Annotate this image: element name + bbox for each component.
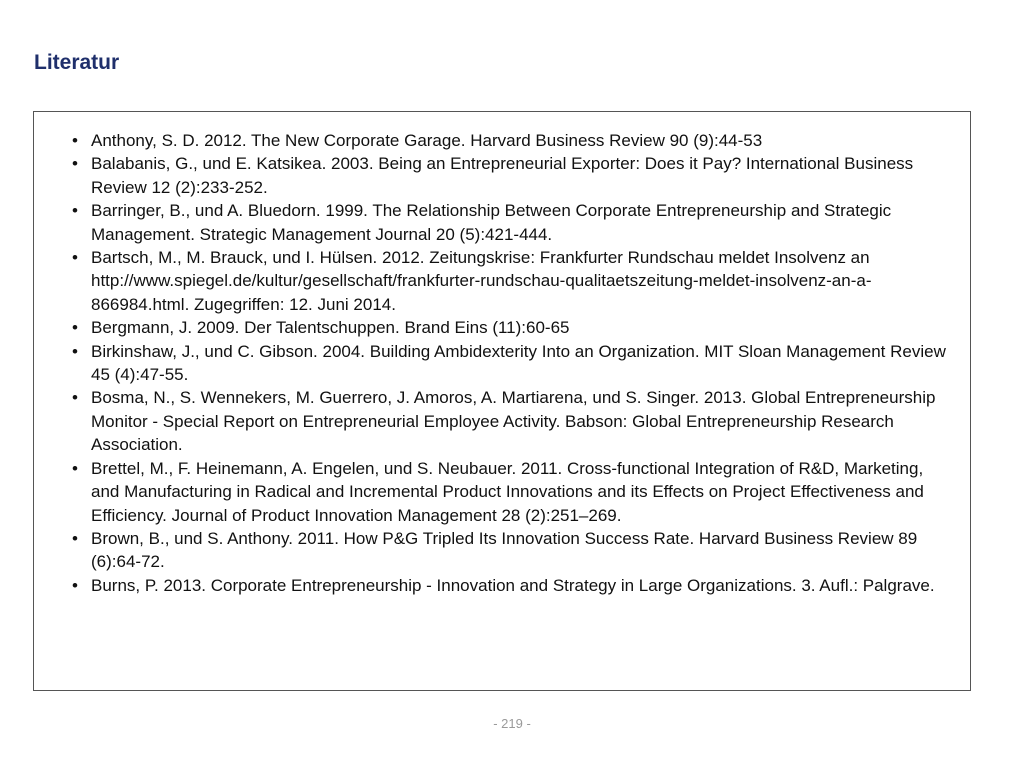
page-number: - 219 - [493,716,531,731]
reference-item [72,457,952,527]
reference-text: Barringer, B., und A. Bluedorn. 1999. The Relationship Between Corporate Entrepreneurship and Strategic Management. Strategic Management Journal 20 (5):421-444. [91,201,892,244]
reference-text: Anthony, S. D. 2012. The New Corporate Garage. Harvard Business Review 90 (9):44-53 [91,131,763,150]
reference-text: Brown, B., und S. Anthony. 2011. How P&G Tripled Its Innovation Success Rate. Harvard Business Review 89 (6):64-72. [91,528,918,572]
reference-item [72,129,952,152]
reference-item [72,527,952,574]
reference-item [72,246,952,316]
reference-item [72,152,952,199]
reference-text: Bergmann, J. 2009. Der Talentschuppen. Brand Eins (11):60-65 [91,318,570,338]
bullet-icon: • [72,458,78,478]
bullet-icon: • [72,575,78,595]
bullet-icon: • [72,388,78,408]
bullet-icon: • [72,154,78,174]
reference-item [72,574,952,597]
bullet-icon: • [72,528,78,548]
bullet-icon: • [72,248,78,268]
bullet-icon: • [72,341,78,361]
reference-text: Birkinshaw, J., und C. Gibson. 2004. Building Ambidexterity Into an Organization. MIT Sloan Management Review 45 (4):47-55. [91,341,946,385]
references-list [72,129,952,597]
reference-item [72,199,952,246]
page-title: Literatur [34,51,120,74]
bullet-icon: • [72,201,78,221]
reference-text: Bartsch, M., M. Brauck, und I. Hülsen. 2012. Zeitungskrise: Frankfurter Rundschau meldet Insolvenz an http://www.spiegel.de/kultur/gesellschaft/frankfurter-rundschau-qualitaetszeitung-meldet-insolvenz-an-a-866984.html. Zugegriffen: 12. Juni 2014. [91,248,872,314]
reference-item [72,386,952,456]
reference-text: Balabanis, G., und E. Katsikea. 2003. Being an Entrepreneurial Exporter: Does it Pay? International Business Review 12 (2):233-252. [91,154,914,197]
bullet-icon: • [72,318,78,338]
reference-text: Bosma, N., S. Wennekers, M. Guerrero, J. Amoros, A. Martiarena, und S. Singer. 2013. Global Entrepreneurship Monitor - Special Report on Entrepreneurial Employee Activity. Babson: Global Entrepreneurship Research Association. [91,388,936,455]
reference-text: Brettel, M., F. Heinemann, A. Engelen, und S. Neubauer. 2011. Cross-functional Integration of R&D, Marketing, and Manufacturing in Radical and Incremental Product Innovations and its Effects on Project Effectiveness and Efficiency. Journal of Product Innovation Management 28 (2):251–269. [91,458,924,525]
references-box [33,111,971,691]
reference-item [72,316,952,339]
reference-text: Burns, P. 2013. Corporate Entrepreneurship - Innovation and Strategy in Large Organizations. 3. Aufl.: Palgrave. [91,575,935,595]
bullet-icon: • [72,131,78,150]
reference-item [72,340,952,387]
